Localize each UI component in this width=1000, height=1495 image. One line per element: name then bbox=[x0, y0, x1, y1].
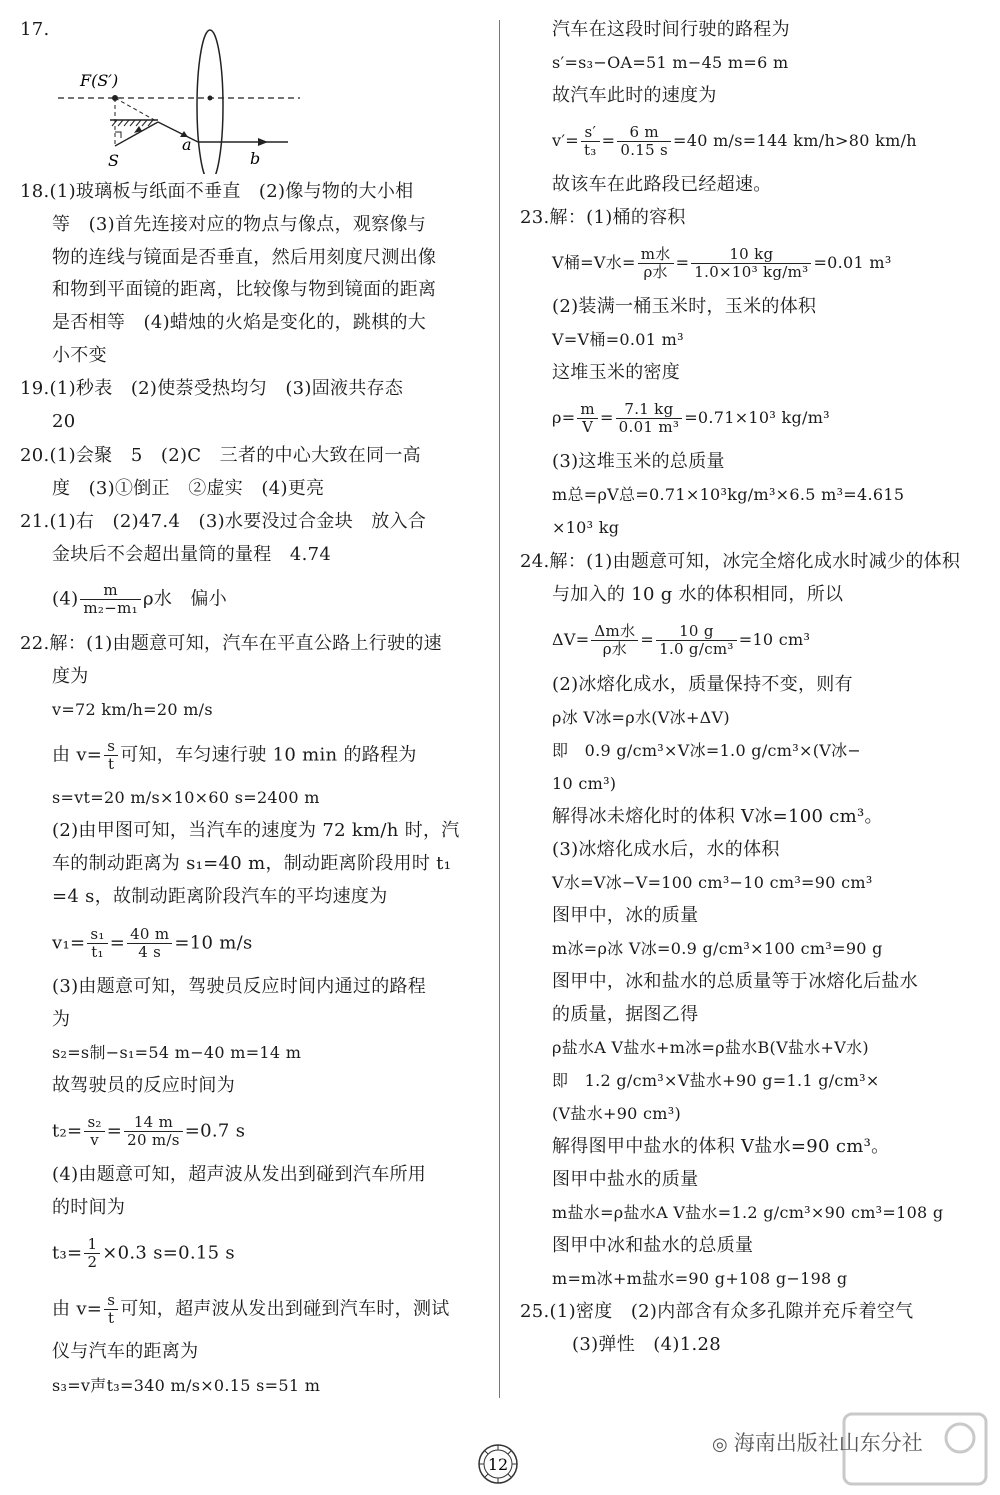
watermark-text: ◎ 海南出版社山东分社 bbox=[712, 1431, 923, 1455]
r-line-5: 故该车在此路段已经超速。 bbox=[552, 174, 772, 195]
q25-line-1: 25.(1)密度 (2)内部含有众多孔隙并充斥着空气 bbox=[520, 1301, 914, 1322]
r-line-4: v′= $\frac{s'}{\text{t₃}}$ = $\frac{6 m}{0.15 s}$ =40 m/s=144 km/h>80 km/h bbox=[552, 123, 917, 159]
question-17-number: 17. bbox=[20, 19, 50, 40]
q18-line-5: 是否相等 (4)蜡烛的火焰是变化的，跳棋的大 bbox=[52, 312, 427, 333]
lens-reflection-diagram bbox=[50, 22, 310, 174]
q23-line-8: m总=ρV总=0.71×10³kg/m³×6.5 m³=4.615 bbox=[552, 485, 905, 504]
label-b: b bbox=[250, 149, 261, 168]
q24-line-20: m盐水=ρ盐水A V盐水=1.2 g/cm³×90 cm³=108 g bbox=[552, 1203, 944, 1222]
q18-line-1: 18.(1)玻璃板与纸面不垂直 (2)像与物的大小相 bbox=[20, 181, 414, 202]
q19-line-2: 20 bbox=[52, 411, 76, 432]
q24-line-15: ρ盐水A V盐水+m冰=ρ盐水B(V盐水+V水) bbox=[552, 1038, 869, 1057]
q22-line-12: s₂=s制−s₁=54 m−40 m=14 m bbox=[52, 1043, 302, 1062]
q23-line-1: 23.解：(1)桶的容积 bbox=[520, 207, 686, 228]
r-line-2: s′=s₃−OA=51 m−45 m=6 m bbox=[552, 53, 789, 72]
q22-line-15: (4)由题意可知，超声波从发出到碰到汽车所用 bbox=[52, 1164, 427, 1185]
q22-line-5: s=vt=20 m/s×10×60 s=2400 m bbox=[52, 788, 320, 807]
q22-line-9: v₁= $\frac{\text{s₁}}{\text{t₁}}$ = $\frac{40 m}{4 s}$ =10 m/s bbox=[52, 925, 253, 961]
page-number: 12 bbox=[487, 1455, 509, 1474]
q23-line-9: ×10³ kg bbox=[552, 518, 620, 537]
r-line-1: 汽车在这段时间行驶的路程为 bbox=[552, 19, 790, 40]
q24-line-19: 图甲中盐水的质量 bbox=[552, 1169, 699, 1190]
label-f-s-prime: F(S′) bbox=[80, 71, 119, 90]
q25-line-2: (3)弹性 (4)1.28 bbox=[572, 1334, 721, 1355]
label-a: a bbox=[182, 135, 192, 154]
q24-line-18: 解得图甲中盐水的体积 V盐水=90 cm³。 bbox=[552, 1136, 890, 1157]
q22-line-2: 度为 bbox=[52, 666, 89, 687]
q24-line-21: 图甲中冰和盐水的总质量 bbox=[552, 1235, 754, 1256]
q24-line-22: m=m冰+m盐水=90 g+108 g−198 g bbox=[552, 1269, 848, 1288]
q24-line-5: ρ冰 V冰=ρ水(V冰+ΔV) bbox=[552, 708, 730, 727]
q24-line-11: 图甲中，冰的质量 bbox=[552, 905, 699, 926]
q24-line-3: ΔV= $\frac{\text{Δm水}}{\text{ρ水}}$ = $\frac{10 g}{\text{1.0 g/cm³}}$ =10 cm³ bbox=[552, 622, 811, 658]
wechat-icon: ◎ bbox=[712, 1434, 728, 1455]
q22-line-19: 仪与汽车的距离为 bbox=[52, 1341, 199, 1362]
q24-line-2: 与加入的 10 g 水的体积相同，所以 bbox=[552, 584, 844, 605]
q21-line-2: 金块后不会超出量筒的量程 4.74 bbox=[52, 544, 332, 565]
column-divider bbox=[499, 20, 500, 1398]
q23-line-4: V=V桶=0.01 m³ bbox=[552, 330, 684, 349]
q24-line-14: 的质量，据图乙得 bbox=[552, 1004, 699, 1025]
q24-line-16: 即 1.2 g/cm³×V盐水+90 g=1.1 g/cm³× bbox=[552, 1071, 880, 1090]
q22-line-16: 的时间为 bbox=[52, 1197, 126, 1218]
q24-line-1: 24.解：(1)由题意可知，冰完全熔化成水时减少的体积 bbox=[520, 551, 961, 572]
q23-line-5: 这堆玉米的密度 bbox=[552, 362, 681, 383]
q22-line-4: 由 v= $\frac{s}{t}$ 可知，车匀速行驶 10 min 的路程为 bbox=[52, 737, 417, 773]
q22-line-20: s₃=v声t₃=340 m/s×0.15 s=51 m bbox=[52, 1376, 321, 1395]
q22-line-7: 车的制动距离为 s₁=40 m，制动距离阶段用时 t₁ bbox=[52, 853, 452, 874]
q24-line-13: 图甲中，冰和盐水的总质量等于冰熔化后盐水 bbox=[552, 971, 918, 992]
q22-line-10: (3)由题意可知，驾驶员反应时间内通过的路程 bbox=[52, 976, 427, 997]
q23-line-6: ρ= $\frac{m}{V}$ = $\frac{7.1 kg}{\text{0.01 m³}}$ =0.71×10³ kg/m³ bbox=[552, 400, 830, 436]
q23-line-3: (2)装满一桶玉米时，玉米的体积 bbox=[552, 296, 817, 317]
q19-line-1: 19.(1)秒表 (2)使萘受热均匀 (3)固液共存态 bbox=[20, 378, 404, 399]
q22-line-17: t₃= $\frac{1}{2}$ ×0.3 s=0.15 s bbox=[52, 1235, 235, 1271]
q24-line-4: (2)冰熔化成水，质量保持不变，则有 bbox=[552, 674, 853, 695]
q22-line-18: 由 v= $\frac{s}{t}$ 可知，超声波从发出到碰到汽车时，测试 bbox=[52, 1291, 450, 1327]
q22-line-3: v=72 km/h=20 m/s bbox=[52, 700, 213, 719]
q18-line-4: 和物到平面镜的距离，比较像与物到镜面的距离 bbox=[52, 279, 437, 300]
label-s: S bbox=[108, 151, 119, 170]
q22-line-13: 故驾驶员的反应时间为 bbox=[52, 1075, 235, 1096]
q20-line-2: 度 (3)①倒正 ②虚实 (4)更亮 bbox=[52, 478, 325, 499]
q24-line-6: 即 0.9 g/cm³×V冰=1.0 g/cm³×(V冰− bbox=[552, 741, 862, 760]
q22-line-11: 为 bbox=[52, 1009, 71, 1030]
q24-line-12: m冰=ρ冰 V冰=0.9 g/cm³×100 cm³=90 g bbox=[552, 939, 883, 958]
q21-line-3: (4) $\frac{m}{\text{m₂−m₁}}$ ρ水 偏小 bbox=[52, 581, 228, 617]
q21-line-1: 21.(1)右 (2)47.4 (3)水要没过合金块 放入合 bbox=[20, 511, 427, 532]
q24-line-10: V水=V冰−V=100 cm³−10 cm³=90 cm³ bbox=[552, 873, 873, 892]
q20-line-1: 20.(1)会聚 5 (2)C 三者的中心大致在同一高 bbox=[20, 445, 421, 466]
r-line-3: 故汽车此时的速度为 bbox=[552, 85, 717, 106]
q22-line-14: t₂= $\frac{\text{s₂}}{v}$ = $\frac{14 m}{20 m/s}$ =0.7 s bbox=[52, 1113, 246, 1149]
q24-line-7: 10 cm³) bbox=[552, 774, 617, 793]
q22-line-1: 22.解：(1)由题意可知，汽车在平直公路上行驶的速 bbox=[20, 633, 442, 654]
page-number-badge bbox=[475, 1443, 521, 1485]
q23-line-2: V桶=V水= $\frac{\text{m水}}{\text{ρ水}}$ = $\frac{10 kg}{\text{1.0×10³ kg/m³}}$ =0.01 m³ bbox=[552, 245, 892, 281]
q18-line-6: 小不变 bbox=[52, 345, 107, 366]
q22-line-8: =4 s，故制动距离阶段汽车的平均速度为 bbox=[52, 886, 388, 907]
q18-line-3: 物的连线与镜面是否垂直，然后用刻度尺测出像 bbox=[52, 247, 437, 268]
q22-line-6: (2)由甲图可知，当汽车的速度为 72 km/h 时，汽 bbox=[52, 820, 460, 841]
q24-line-17: (V盐水+90 cm³) bbox=[552, 1104, 682, 1123]
q18-line-2: 等 (3)首先连接对应的物点与像点，观察像与 bbox=[52, 214, 427, 235]
q23-line-7: (3)这堆玉米的总质量 bbox=[552, 451, 725, 472]
q24-line-9: (3)冰熔化成水后，水的体积 bbox=[552, 839, 780, 860]
q24-line-8: 解得冰未熔化时的体积 V冰=100 cm³。 bbox=[552, 806, 883, 827]
